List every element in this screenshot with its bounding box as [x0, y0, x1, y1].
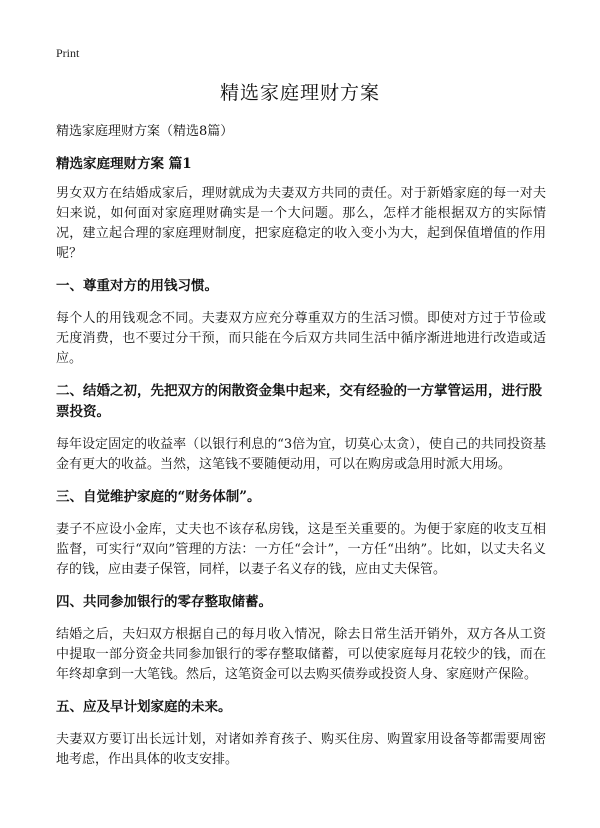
print-label[interactable]: Print [56, 46, 80, 60]
section-heading: 二、结婚之初，先把双方的闲散资金集中起来，交有经验的一方掌管运用，进行股票投资。 [56, 383, 542, 420]
section-body: 妻子不应设小金库，丈夫也不该存私房钱，这是至关重要的。为便于家庭的收支互相监督，可实行“双向”管理的方法：一方任“会计”，一方任“出纳”。比如，以丈夫名义存的钱，应由妻子保管，同样，以妻子名义存的钱，应由丈夫保管。 [56, 522, 546, 577]
section-body: 结婚之后，夫妇双方根据自己的每月收入情况，除去日常生活开销外，双方各从工资中提取一部分资金共同参加银行的零存整取储蓄，可以使家庭每月花较少的钱，而在年终却拿到一大笔钱。然后，这笔资金可以去购买债券或投资人身、家庭财产保险。 [56, 627, 546, 682]
intro-paragraph: 男女双方在结婚成家后，理财就成为夫妻双方共同的责任。对于新婚家庭的每一对夫妇来说，如何面对家庭理财确实是一个大问题。那么，怎样才能根据双方的实际情况，建立起合理的家庭理财制度，把家庭稳定的收入变小为大，起到保值增值的作用呢？ [56, 186, 546, 261]
document-subtitle: 精选家庭理财方案（精选8篇） [56, 124, 234, 139]
section-heading: 三、自觉维护家庭的“财务体制”。 [56, 489, 261, 505]
section-body: 每年设定固定的收益率（以银行利息的“3倍为宜，切莫心太贪），使自己的共同投资基金有更大的收益。当然，这笔钱不要随便动用，可以在购房或急用时派大用场。 [56, 437, 546, 472]
section-heading: 五、应及早计划家庭的未来。 [56, 699, 232, 715]
section-body: 夫妻双方要订出长远计划，对诸如养育孩子、购买住房、购置家用设备等都需要周密地考虑，作出具体的收支安排。 [56, 732, 546, 767]
page-title: 精选家庭理财方案 [219, 82, 380, 104]
article-content [56, 152, 546, 782]
section-heading: 一、尊重对方的用钱习惯。 [56, 278, 218, 294]
section-heading: 四、共同参加银行的零存整取储蓄。 [56, 594, 272, 610]
article-heading: 精选家庭理财方案 篇1 [56, 156, 192, 172]
section-body: 每个人的用钱观念不同。夫妻双方应充分尊重双方的生活习惯。即使对方过于节俭或无度消费，也不要过分干预，而只能在今后双方共同生活中循序渐进地进行改造或适应。 [56, 311, 546, 366]
